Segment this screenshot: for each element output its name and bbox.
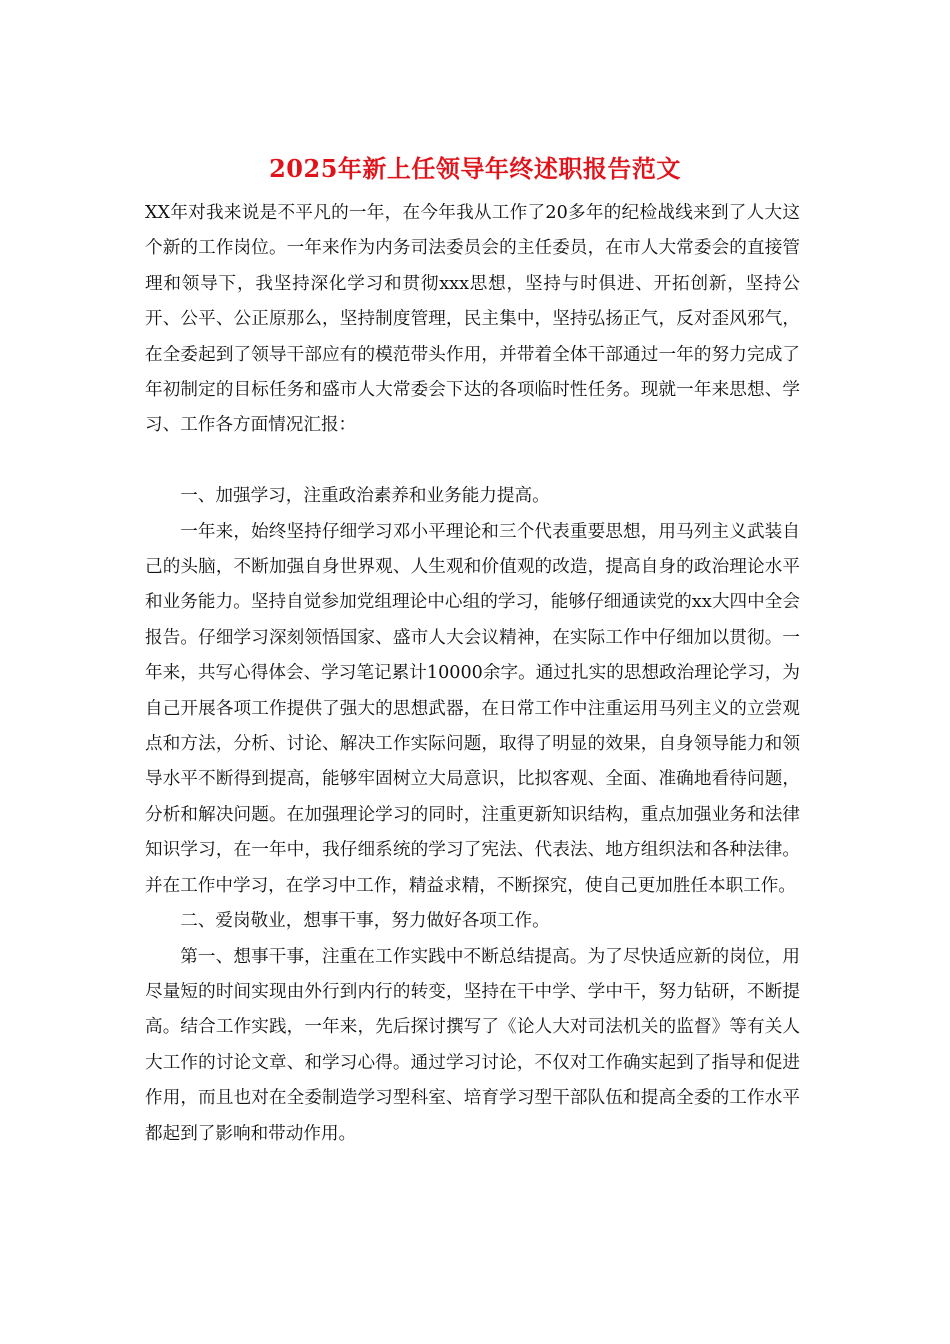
paragraph-work: 第一、想事干事，注重在工作实践中不断总结提高。为了尽快适应新的岗位，用尽量短的时间实现由外行到内行的转变，坚持在干中学、学中干，努力钻研，不断提高。结合工作实践，一年来，先后探讨撰写了《论人大对司法机关的监督》等有关人大工作的讨论文章、和学习心得。通过学习讨论，不仅对工作确实起到了指导和促进作用，而且也对在全委制造学习型科室、培育学习型干部队伍和提高全委的工作水平都起到了影响和带动作用。: [145, 946, 800, 1144]
section-heading-2: 二、爱岗敬业，想事干事，努力做好各项工作。: [180, 911, 550, 932]
document-title: 2025年新上任领导年终述职报告范文: [269, 154, 681, 183]
section-heading-1: 一、加强学习，注重政治素养和业务能力提高。: [180, 486, 550, 507]
paragraph-intro: XX年对我来说是不平凡的一年，在今年我从工作了20多年的纪检战线来到了人大这个新的工作岗位。一年来作为内务司法委员会的主任委员，在市人大常委会的直接管理和领导下，我坚持深化学习和贯彻xxx思想，坚持与时俱进、开拓创新，坚持公开、公平、公正原那么，坚持制度管理，民主集中，坚持弘扬正气，反对歪风邪气，在全委起到了领导干部应有的模范带头作用，并带着全体干部通过一年的努力完成了年初制定的目标任务和盛市人大常委会下达的各项临时性任务。现就一年来思想、学习、工作各方面情况汇报：: [145, 203, 800, 436]
paragraph-study: 一年来，始终坚持仔细学习邓小平理论和三个代表重要思想，用马列主义武装自己的头脑，不断加强自身世界观、人生观和价值观的改造，提高自身的政治理论水平和业务能力。坚持自觉参加党组理论中心组的学习，能够仔细通读党的xx大四中全会报告。仔细学习深刻领悟国家、盛市人大会议精神，在实际工作中仔细加以贯彻。一年来，共写心得体会、学习笔记累计10000余字。通过扎实的思想政治理论学习，为自己开展各项工作提供了强大的思想武器，在日常工作中注重运用马列主义的立尝观点和方法，分析、讨论、解决工作实际问题，取得了明显的效果，自身领导能力和领导水平不断得到提高，能够牢固树立大局意识，比拟客观、全面、准确地看待问题，分析和解决问题。在加强理论学习的同时，注重更新知识结构，重点加强业务和法律知识学习，在一年中，我仔细系统的学习了宪法、代表法、地方组织法和各种法律。并在工作中学习，在学习中工作，精益求精，不断探究，使自己更加胜任本职工作。: [145, 521, 800, 896]
document-body: [145, 196, 800, 1152]
paragraph-gap: [145, 444, 800, 479]
